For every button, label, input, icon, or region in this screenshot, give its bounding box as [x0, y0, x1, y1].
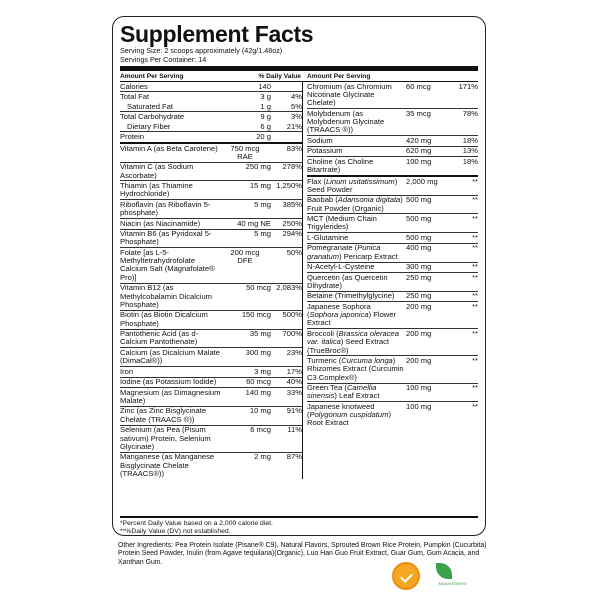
nutrient-dv: **	[472, 232, 478, 242]
nutrient-amount: 100 mg	[406, 383, 432, 393]
nutrient-amount: 60 mcg	[406, 81, 431, 91]
serving-size: Serving Size: 2 scoops approximately (42g/1.48oz)	[120, 46, 283, 55]
table-row	[120, 219, 302, 229]
nutrient-amount: 620 mg	[406, 146, 432, 156]
nutrient-dv: 21%	[286, 121, 302, 131]
table-row	[120, 426, 302, 453]
table-row	[120, 200, 302, 219]
nutrient-name: Total Carbohydrate	[120, 112, 185, 122]
nutrient-dv: 87%	[286, 452, 302, 462]
latin-name: Brassica oleracea var. italica	[306, 328, 399, 347]
nutrient-name: Baobab (Adansonia digitata) Fruit Powder (Organic)	[306, 195, 403, 213]
nutrient-dv: 250%	[282, 218, 302, 228]
nutrient-amount: 3 mg	[254, 366, 271, 376]
table-row	[120, 102, 302, 112]
nutrient-dv: 83%	[286, 143, 302, 153]
table-row	[307, 157, 478, 177]
nutrient-dv: **	[472, 301, 478, 311]
table-row	[120, 378, 302, 388]
supplement-facts-panel	[112, 16, 486, 536]
nutrient-dv: 17%	[286, 366, 302, 376]
nutrient-amount: 200 mg	[406, 356, 432, 366]
left-dv-header: % Daily Value	[258, 72, 301, 80]
latin-name: Polygonum cuspidatum	[309, 410, 389, 420]
table-row	[307, 273, 478, 292]
nutrient-name: Pomegranate (Punica granatum) Pericarp Extract	[306, 243, 398, 261]
nutrient-amount: 5 mg	[254, 199, 271, 209]
table-row	[307, 356, 478, 383]
nutrient-amount: 250 mg	[406, 291, 432, 301]
table-row	[307, 384, 478, 403]
nutrient-name: N-Acetyl-L-Cysteine	[306, 262, 375, 272]
nutrient-amount: 200 mg	[406, 328, 432, 338]
nutrient-amount: 10 mg	[249, 406, 271, 416]
nutrient-amount: 9 g	[260, 112, 271, 122]
nutrient-amount: 60 mcg	[246, 377, 271, 387]
table-row	[307, 329, 478, 356]
nutrient-dv: 78%	[462, 108, 478, 118]
table-row	[120, 453, 302, 479]
table-row	[307, 302, 478, 329]
table-row	[307, 263, 478, 273]
table-row	[307, 402, 478, 428]
table-row	[307, 196, 478, 215]
nutrient-amount: 2,000 mg	[406, 176, 438, 186]
nutrient-name: Manganese (as Manganese Bisglycinate Chelate (TRAACS®))	[120, 452, 215, 478]
nutrient-name: Niacin (as Niacinamide)	[120, 218, 201, 228]
latin-name: Curcuma longa	[341, 356, 393, 366]
nutrient-amount: 500 mg	[406, 214, 432, 224]
nutrient-name: MCT (Medium Chain Trigylerides)	[306, 214, 377, 232]
nutrient-amount: 200 mg	[406, 301, 432, 311]
table-row	[307, 136, 478, 146]
nutrient-dv: 91%	[286, 406, 302, 416]
nutrient-amount: 300 mg	[406, 262, 432, 272]
left-column	[120, 82, 303, 479]
latin-name: Camellia sinensis	[306, 383, 377, 401]
nutrient-amount: 35 mg	[249, 329, 271, 339]
nutrient-amount: 100 mg	[406, 401, 432, 411]
nutrient-name: Vitamin C (as Sodium Ascorbate)	[120, 162, 194, 180]
nutrient-dv: 3%	[290, 112, 302, 122]
table-row	[120, 330, 302, 349]
nutrient-name: Japanese Sophora (Sophora japonica) Flower Extract	[306, 301, 397, 328]
nutrient-dv: 50%	[286, 247, 302, 257]
certified-seal-icon	[392, 562, 420, 590]
nutrient-name: Iodine (as Potassium Iodide)	[120, 377, 217, 387]
nutrient-dv: 18%	[462, 135, 478, 145]
nutrient-name: Pantothenic Acid (as d-Calcium Pantothenate)	[120, 329, 199, 347]
nutrient-dv: **	[472, 243, 478, 253]
footnote-not-established: **%Daily Value (DV) not established.	[120, 528, 231, 535]
footnote-dv: *Percent Daily Value based on a 2,000 calorie diet.	[120, 520, 273, 527]
nutrient-dv: 385%	[282, 199, 302, 209]
nutrient-amount: 400 mg	[406, 243, 432, 253]
nutrient-amount: 250 mg	[245, 162, 271, 172]
table-row	[120, 132, 302, 143]
nutrient-amount: 40 mg NE	[237, 218, 271, 228]
table-row	[307, 244, 478, 263]
table-row	[307, 233, 478, 243]
nutrient-dv: **	[472, 272, 478, 282]
table-row	[307, 109, 478, 136]
nutrient-amount: 6 mcg	[250, 425, 271, 435]
panel-title: Supplement Facts	[120, 21, 314, 47]
nutrient-name: L-Glutamine	[306, 232, 349, 242]
nutrient-amount: 300 mg	[245, 347, 271, 357]
nutrient-name: Riboflavin (as Riboflavin 5-phosphate)	[120, 199, 211, 218]
nutrient-amount: 420 mg	[406, 135, 432, 145]
nutrient-dv	[271, 83, 302, 91]
table-row	[307, 147, 478, 157]
nutrient-name: Calcium (as Dicalcium Malate (DimaCal®))	[120, 347, 221, 366]
nutrient-dv: 33%	[286, 387, 302, 397]
leaf-icon	[436, 563, 452, 579]
nutrient-dv: **	[472, 195, 478, 205]
nutrient-amount: 750 mcg RAE	[230, 143, 260, 161]
nutrient-name: Choline (as Choline Bitartrate)	[306, 156, 374, 175]
nutrient-dv: 278%	[282, 162, 302, 172]
nutrient-dv: 700%	[282, 329, 302, 339]
nutrient-amount: 140 mg	[245, 387, 271, 397]
nutrient-name: Magnesium (as Dimagnesium Malate)	[120, 387, 221, 405]
footnotes	[120, 516, 478, 536]
latin-name: Punica granatum	[306, 243, 381, 261]
nutrient-name: Turmeric (Curcuma longa) Rhizomes Extract (Curcumin C3 Complex®)	[306, 356, 404, 382]
table-row	[120, 112, 302, 121]
nutrient-amount: 2 mg	[254, 452, 271, 462]
table-row	[120, 248, 302, 283]
nutrient-name: Biotin (as Biotin Dicalcium Phosphate)	[120, 310, 208, 328]
nutrient-dv: 294%	[282, 229, 302, 239]
latin-name: Sophora japonica	[309, 310, 369, 320]
other-ingredients: Other Ingredients: Pea Protein Isolate (Pisane® C9), Natural Flavors, Sprouted Brown Rice Protein, Pumpkin (Cucurbita) Protein Seed Powder, Inulin (from Agave tequilana)(Organic), Luo Han Guo Fruit Extract, Guar Gum, Gum Acacia, and Xanthan Gum.	[118, 542, 487, 566]
nutrient-amount: 100 mg	[406, 156, 432, 166]
nutrient-name: Selenium (as Pea (Pisum sativum) Protein, Selenium Glycinate)	[120, 425, 211, 451]
latin-name: Adansonia digitata	[337, 195, 401, 205]
nutrient-name: Protein	[120, 132, 145, 142]
table-row	[120, 181, 302, 200]
nutrient-name: Chromium (as Chromium Nicotinate Glycinate Chelate)	[306, 81, 392, 108]
nutrient-dv: **	[472, 356, 478, 366]
nutrient-dv: 11%	[287, 425, 302, 435]
table-row	[307, 82, 478, 109]
table-row	[120, 92, 302, 101]
nutrient-name: Vitamin A (as Beta Carotene)	[120, 143, 218, 153]
table-row	[120, 82, 302, 92]
nutrient-name: Dietary Fiber	[127, 121, 171, 131]
nutrient-amount: 6 g	[260, 121, 271, 131]
nutrient-amount: 500 mg	[406, 232, 432, 242]
nutrient-dv: **	[472, 262, 478, 272]
nutrient-amount: 140	[258, 81, 271, 91]
badge-text: MANAGEMENT	[438, 581, 468, 586]
nutrient-dv: 5%	[290, 101, 302, 111]
nutrient-name: Vitamin B6 (as Pyridoxal 5-Phosphate)	[120, 229, 212, 247]
nutrient-dv: 500%	[282, 310, 302, 320]
table-row	[120, 388, 302, 407]
nutrient-name: Potassium	[306, 146, 343, 156]
nutrient-name: Saturated Fat	[127, 101, 174, 111]
nutrient-name: Iron	[120, 366, 134, 376]
nutrient-name: Vitamin B12 (as Methylcobalamin Dicalcium Phosphate)	[120, 283, 213, 309]
table-row	[120, 407, 302, 426]
nutrient-amount: 15 mg	[249, 181, 271, 191]
nutrient-dv: **	[472, 176, 478, 186]
nutrient-amount: 150 mcg	[241, 310, 271, 320]
nutrient-name: Japanese knotweed (Polygonum cuspidatum) Root Extract	[306, 401, 391, 428]
table-row	[120, 230, 302, 249]
nutrient-amount: 50 mcg	[246, 283, 271, 293]
nutrient-amount: 500 mg	[406, 195, 432, 205]
nutrient-amount: 5 mg	[254, 229, 271, 239]
nutrient-amount: 3 g	[260, 92, 271, 102]
nutrient-name: Betaine (Trimethylglycine)	[306, 291, 395, 301]
nutrient-name: Zinc (as Zinc Bisglycinate Chelate (TRAACS ®))	[120, 406, 207, 424]
table-row	[120, 348, 302, 367]
servings-per-container: Servings Per Container: 14	[120, 54, 207, 64]
nutrient-name: Total Fat	[120, 92, 150, 102]
table-row	[120, 284, 302, 311]
nutrient-name: Green Tea (Camellia sinensis) Leaf Extract	[306, 383, 380, 401]
nutrient-name: Broccoli (Brassica oleracea var. italica) Seed Extract (TrueBroc®)	[306, 328, 399, 355]
right-column	[303, 82, 478, 479]
latin-name: Linum usitatissimum	[325, 176, 395, 186]
nutrient-dv: **	[472, 401, 478, 411]
table-row	[307, 292, 478, 302]
table-row	[120, 122, 302, 132]
table-row	[120, 311, 302, 330]
nutrient-amount: 20 g	[256, 132, 271, 142]
right-amount-header: Amount Per Serving	[306, 72, 371, 80]
nutrient-amount: 1 g	[260, 101, 271, 111]
facts-columns	[120, 82, 478, 479]
nutrient-dv: 171%	[458, 81, 478, 91]
nutrient-name: Folate [as L-5-Methyltetrahydrofolate Calcium Salt (Magnafolate® Pro)]	[120, 247, 215, 282]
nutrient-dv: **	[472, 214, 478, 224]
nutrient-name: Quercetin (as Quercetin Dihydrate)	[306, 272, 388, 290]
column-header	[120, 71, 478, 82]
table-row	[307, 214, 478, 233]
nutrient-dv: **	[472, 383, 478, 393]
table-row	[307, 177, 478, 196]
nutrient-name: Thiamin (as Thiamine Hydrochloride)	[120, 181, 193, 199]
nutrient-amount: 250 mg	[406, 272, 432, 282]
nutrient-dv: 40%	[286, 377, 302, 387]
table-row	[120, 144, 302, 163]
nutrient-dv: 18%	[462, 156, 478, 166]
nutrient-name: Molybdenum (as Molybdenum Glycinate (TRAACS ®))	[306, 108, 385, 135]
left-amount-header: Amount Per Serving	[120, 72, 184, 80]
nutrient-name: Calories	[120, 81, 148, 91]
nutrient-dv: **	[472, 328, 478, 338]
leaf-badge-icon	[430, 563, 476, 589]
nutrient-dv	[271, 133, 302, 141]
nutrient-dv: **	[472, 291, 478, 301]
nutrient-dv: 23%	[286, 347, 302, 357]
nutrient-amount: 200 mcg DFE	[230, 247, 260, 266]
nutrient-dv: 13%	[462, 146, 478, 156]
table-row	[120, 163, 302, 182]
nutrient-dv: 2,083%	[276, 283, 302, 293]
nutrient-name: Sodium	[306, 135, 333, 145]
nutrient-dv: 1,250%	[276, 181, 302, 191]
nutrient-amount: 35 mcg	[406, 108, 431, 118]
table-row	[120, 367, 302, 377]
nutrient-dv: 4%	[290, 92, 302, 102]
nutrient-name: Flax (Linum usitatissimum) Seed Powder	[306, 176, 398, 194]
